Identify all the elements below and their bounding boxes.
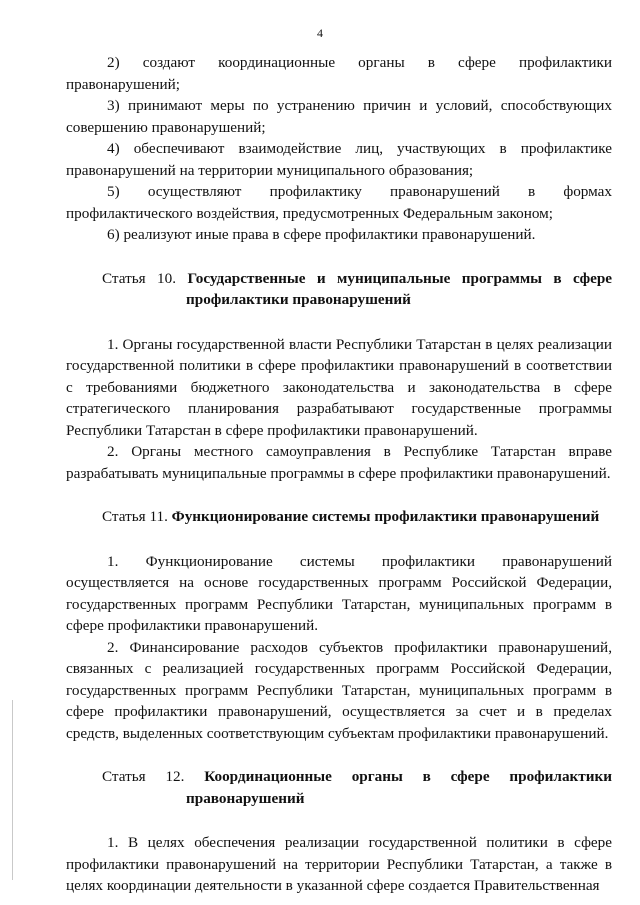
- paragraph: 1. В целях обеспечения реализации государственной политики в сфере профилактики правонарушений на территории Республики Татарстан, а также в целях координации деятельности в указанной сфере создается Правительственная: [66, 834, 612, 894]
- article-label: Статья 12.: [102, 768, 185, 785]
- paragraph: 1. Функционирование системы профилактики правонарушений осуществляется на основе государственных программ Российской Федерации, государственных программ Республики Татарстан, муниципальных программ в сфере профилактики правонарушений.: [66, 552, 612, 634]
- article-11-heading: [66, 506, 612, 528]
- paragraph: 2. Финансирование расходов субъектов профилактики правонарушений, связанных с реализацией государственных программ Российской Федерации, государственных программ Республики Татарстан, муниципальных программ в сфере профилактики правонарушений, осуществляется за счет и в пределах средств, выделенных соответствующим субъектам профилактики правонарушений.: [66, 638, 612, 742]
- scan-edge-mark: [12, 700, 13, 880]
- page-number: 4: [317, 26, 323, 40]
- article-label: Статья 11.: [102, 508, 168, 525]
- article-label: Статья 10.: [102, 269, 177, 287]
- list-item: 3) принимают меры по устранению причин и условий, способствующих совершению правонарушений;: [66, 97, 612, 136]
- article-title: Функционирование системы профилактики правонарушений: [171, 508, 600, 525]
- article-12-heading: [66, 766, 612, 809]
- list-item: 2) создают координационные органы в сфере профилактики правонарушений;: [66, 54, 612, 93]
- document-body: [66, 52, 612, 897]
- article-10-heading: [66, 268, 612, 311]
- paragraph: 2. Органы местного самоуправления в Республике Татарстан вправе разрабатывать муниципальные программы в сфере профилактики правонарушений.: [66, 443, 612, 482]
- list-item: 6) реализуют иные права в сфере профилактики правонарушений.: [107, 226, 536, 243]
- list-item: 5) осуществляют профилактику правонарушений в формах профилактического воздействия, предусмотренных Федеральным законом;: [66, 183, 612, 222]
- list-item: 4) обеспечивают взаимодействие лиц, участвующих в профилактике правонарушений на территории муниципального образования;: [66, 140, 612, 179]
- article-title: Государственные и муниципальные программы в сфере профилактики правонарушений: [186, 269, 613, 308]
- paragraph: 1. Органы государственной власти Республики Татарстан в целях реализации государственной политики в сфере профилактики правонарушений в соответствии с требованиями бюджетного законодательства и законодательства в сфере стратегического планирования разрабатывают государственные программы Республики Татарстан в сфере профилактики правонарушений.: [66, 335, 612, 439]
- article-title: Координационные органы в сфере профилактики правонарушений: [186, 768, 613, 807]
